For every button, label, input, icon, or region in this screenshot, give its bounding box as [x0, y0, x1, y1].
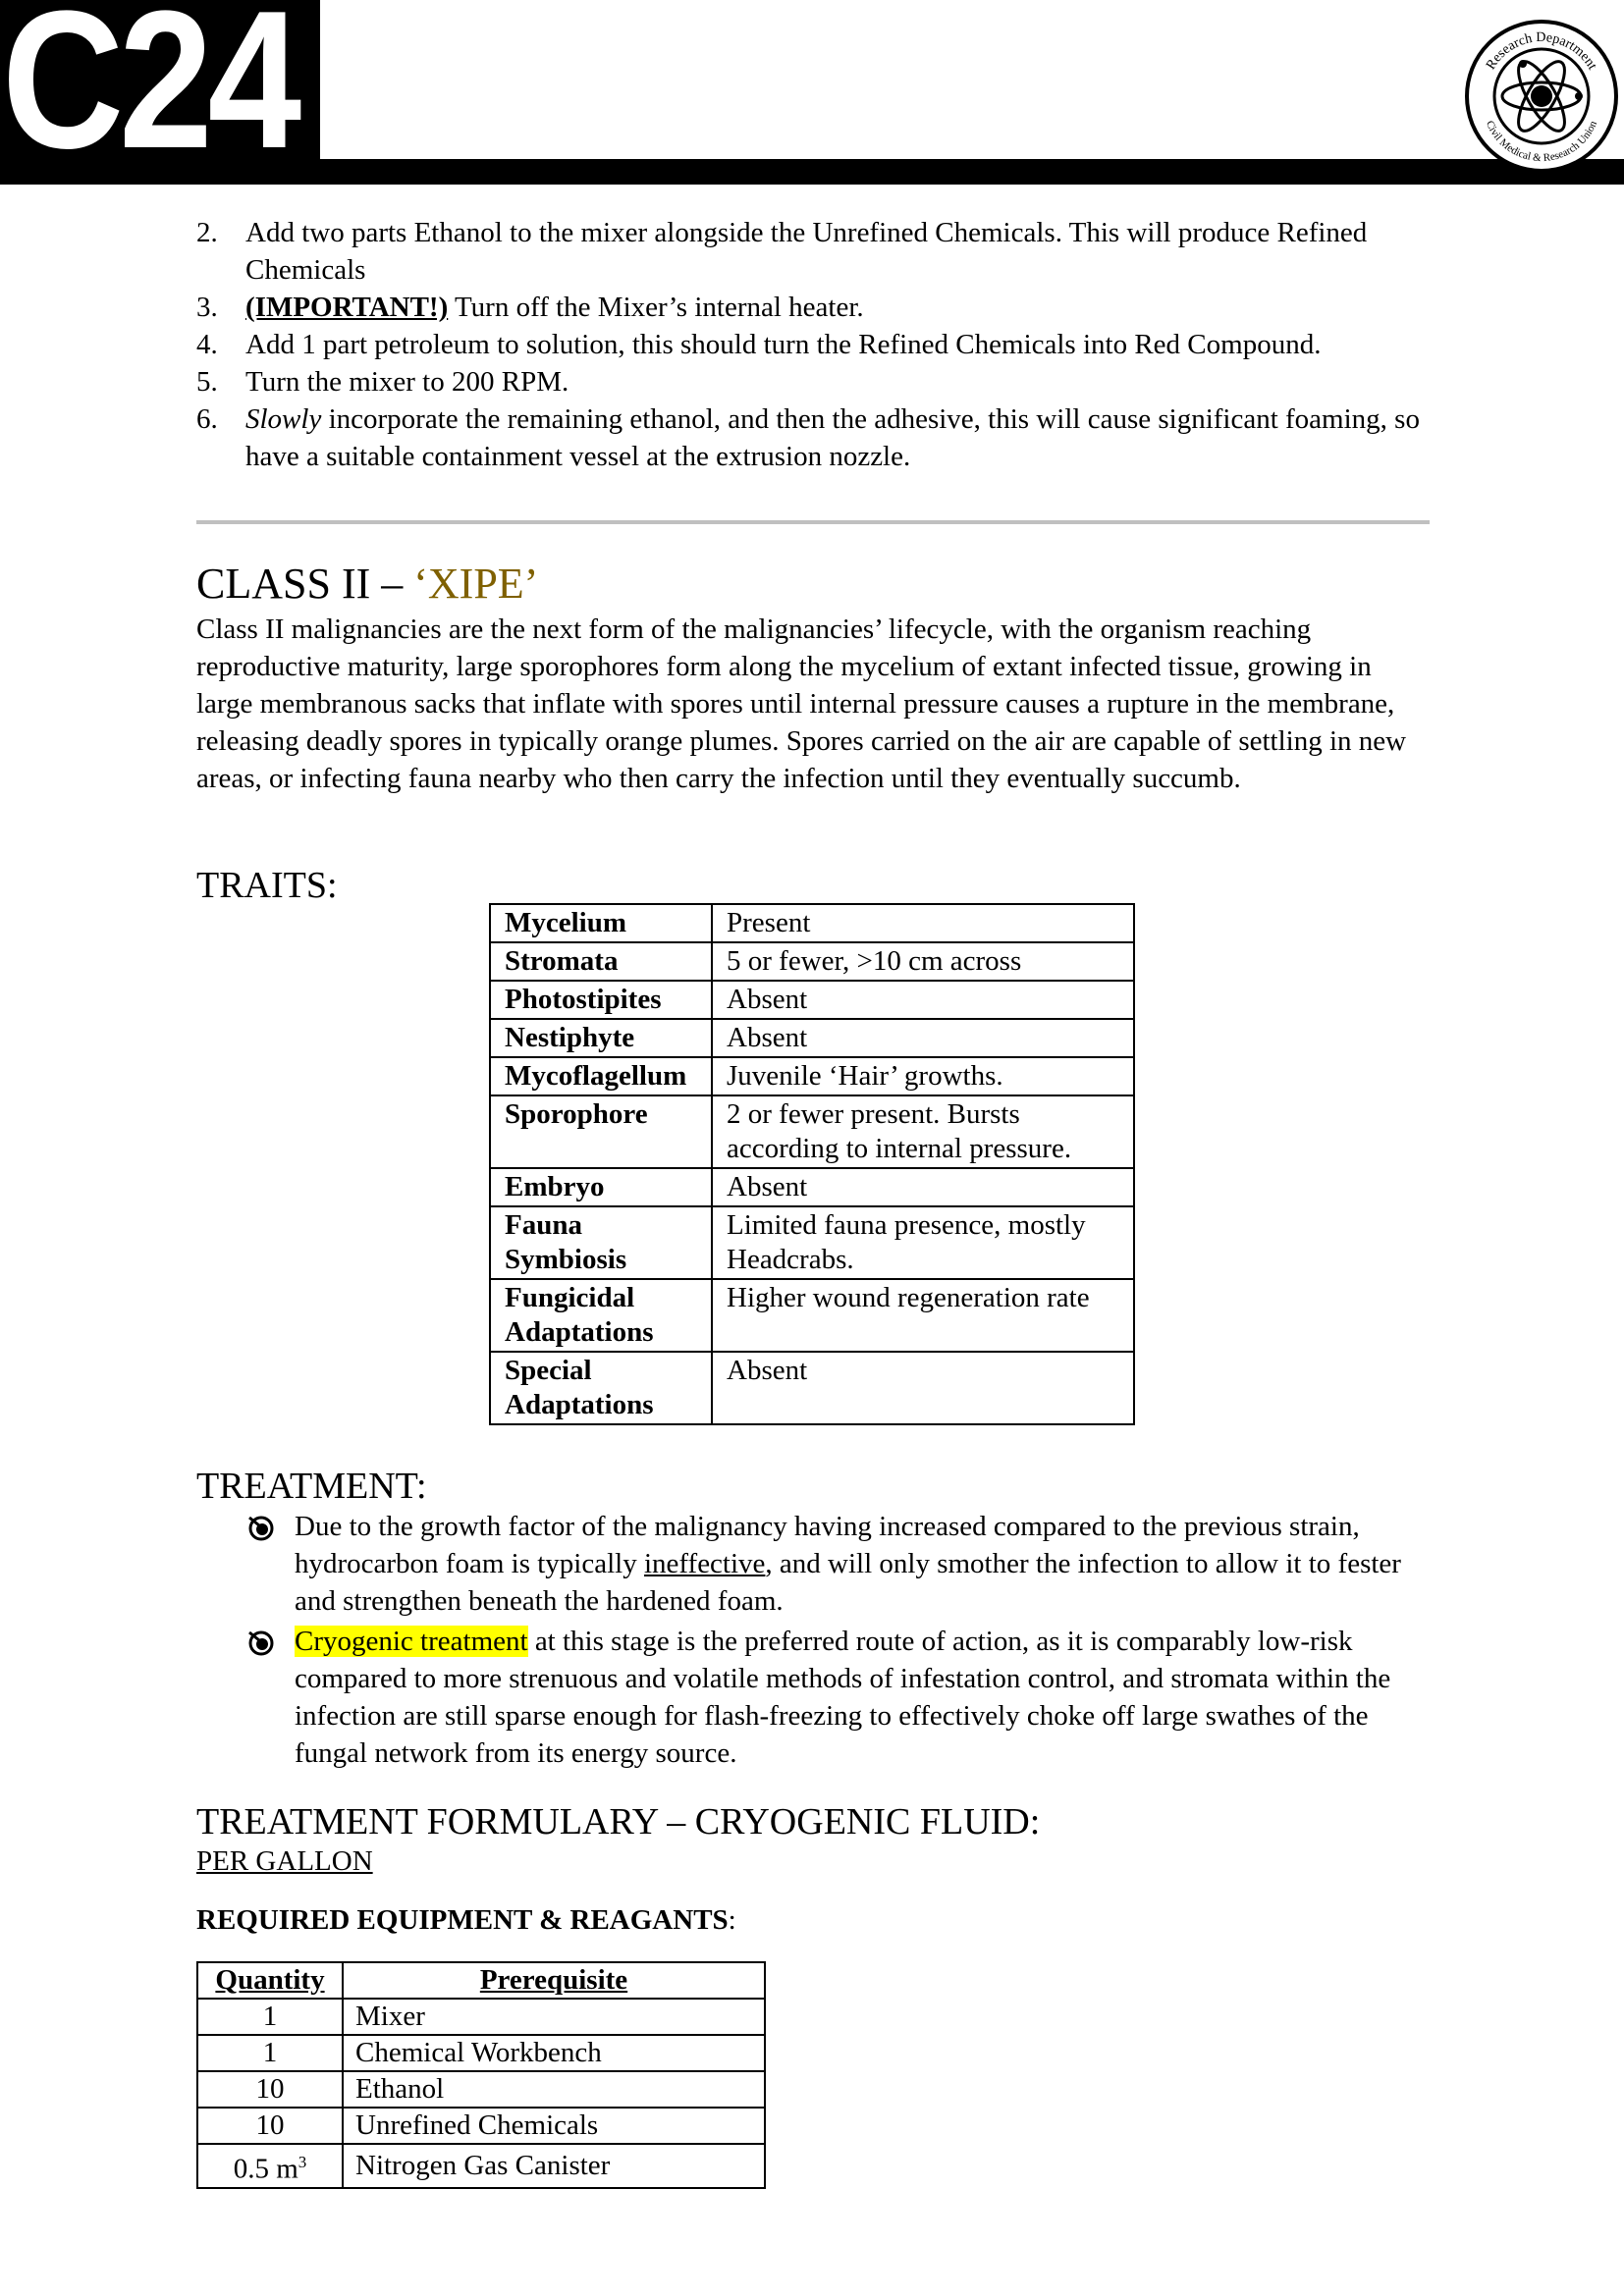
text-run: ineffective — [643, 1548, 766, 1579]
text-run: , and will only smother the infection to allow it to fester and strengthen beneath the hardened foam. — [295, 1548, 1401, 1617]
quantity-cell — [197, 2108, 343, 2144]
list-item — [196, 363, 1430, 400]
quantity-value: 0.5 m — [233, 2153, 298, 2185]
quantity-value: 1 — [262, 2037, 278, 2068]
list-item-number: 5. — [196, 366, 218, 398]
text-run: at this stage is the preferred route of action, as it is comparably low-risk compared to more strenuous and volatile methods of infestation control, and stromata within the infection are still sparse enough for flash-freezing to effectively choke off large swathes of the fungal network from its energy source. — [295, 1626, 1391, 1769]
trait-name: Nestiphyte — [490, 1019, 712, 1057]
trait-value: Higher wound regeneration rate — [712, 1279, 1134, 1352]
col-quantity: Quantity — [197, 1962, 343, 1999]
traits-table — [489, 903, 1135, 1425]
trait-value: Absent — [712, 1168, 1134, 1206]
treatment-heading: TREATMENT: — [196, 1466, 427, 1507]
prerequisite-cell: Ethanol — [343, 2071, 765, 2108]
list-item-number: 3. — [196, 292, 218, 323]
quantity-unit-exponent: 3 — [298, 2153, 307, 2171]
list-item — [196, 214, 1430, 289]
traits-heading: TRAITS: — [196, 865, 338, 906]
prerequisite-cell: Mixer — [343, 1999, 765, 2035]
trait-value: Juvenile ‘Hair’ growths. — [712, 1057, 1134, 1095]
text-run: incorporate the remaining ethanol, and then the adhesive, this will cause significant foaming, so have a suitable containment vessel at the extrusion nozzle. — [245, 403, 1420, 472]
trait-name: Fungicidal Adaptations — [490, 1279, 712, 1352]
table-row — [490, 904, 1134, 942]
research-department-seal-icon — [1463, 18, 1620, 175]
quantity-value: 10 — [255, 2109, 285, 2141]
trait-value: Absent — [712, 981, 1134, 1019]
table-row — [490, 1279, 1134, 1352]
text-run: Slowly — [245, 403, 322, 435]
table-row — [197, 2035, 765, 2071]
table-row — [490, 1095, 1134, 1168]
quantity-cell — [197, 2035, 343, 2071]
class-title — [196, 558, 538, 611]
formulary-heading: TREATMENT FORMULARY – CRYOGENIC FLUID: — [196, 1801, 1041, 1842]
col-prerequisite: Prerequisite — [343, 1962, 765, 1999]
list-item-number: 2. — [196, 217, 218, 248]
list-item — [196, 289, 1430, 326]
bullet-icon — [247, 1514, 275, 1541]
text-run: Add 1 part petroleum to solution, this should turn the Refined Chemicals into Red Compound. — [245, 329, 1322, 360]
seal-text-bottom: Civil Medical & Research Union — [1483, 119, 1600, 165]
quantity-cell — [197, 1999, 343, 2035]
list-item — [196, 1623, 1430, 1772]
required-label-text: REQUIRED EQUIPMENT & REAGANTS — [196, 1904, 729, 1936]
logo — [0, 0, 320, 185]
list-item — [196, 326, 1430, 363]
text-run: (IMPORTANT!) — [245, 292, 449, 323]
text-run: Add two parts Ethanol to the mixer alongside the Unrefined Chemicals. This will produce Refined Chemicals — [245, 217, 1368, 286]
trait-name: Sporophore — [490, 1095, 712, 1168]
section-divider — [196, 520, 1430, 524]
trait-name: Fauna Symbiosis — [490, 1206, 712, 1279]
list-item — [196, 1508, 1430, 1620]
trait-value: 2 or fewer present. Bursts according to internal pressure. — [712, 1095, 1134, 1168]
prerequisite-cell: Nitrogen Gas Canister — [343, 2144, 765, 2188]
prerequisite-cell: Chemical Workbench — [343, 2035, 765, 2071]
table-row — [197, 1999, 765, 2035]
quantity-value: 10 — [255, 2073, 285, 2105]
logo-text: C24 — [2, 0, 298, 185]
prerequisite-cell: Unrefined Chemicals — [343, 2108, 765, 2144]
trait-value: 5 or fewer, >10 cm across — [712, 942, 1134, 981]
quantity-cell — [197, 2071, 343, 2108]
seal-text-top: Research Department — [1484, 29, 1600, 73]
bullet-icon — [247, 1629, 275, 1656]
table-row — [490, 942, 1134, 981]
table-row — [197, 2144, 765, 2188]
trait-name: Mycelium — [490, 904, 712, 942]
trait-value: Limited fauna presence, mostly Headcrabs. — [712, 1206, 1134, 1279]
list-item-number: 4. — [196, 329, 218, 360]
trait-name: Embryo — [490, 1168, 712, 1206]
treatment-bullets — [196, 1508, 1430, 1775]
class-description: Class II malignancies are the next form of the malignancies’ lifecycle, with the organism reaching reproductive maturity, large sporophores form along the mycelium of extant infected tissue, growing in large membranous sacks that inflate with spores until internal pressure causes a rupture in the membrane, releasing deadly spores in typically orange plumes. Spores carried on the air are capable of settling in new areas, or infecting fauna nearby who then carry the infection until they eventually succumb. — [196, 614, 1407, 794]
table-row — [490, 1206, 1134, 1279]
required-label — [196, 1902, 736, 1938]
table-row — [490, 1019, 1134, 1057]
table-row — [197, 2108, 765, 2144]
quantity-cell — [197, 2144, 343, 2188]
table-row — [490, 981, 1134, 1019]
list-item-number: 6. — [196, 403, 218, 435]
trait-name: Photostipites — [490, 981, 712, 1019]
table-row — [490, 1352, 1134, 1424]
trait-value: Absent — [712, 1352, 1134, 1424]
text-run: Turn the mixer to 200 RPM. — [245, 366, 569, 398]
per-gallon-label: PER GALLON — [196, 1845, 373, 1877]
class-title-accent: ‘XIPE’ — [413, 560, 539, 608]
trait-value: Present — [712, 904, 1134, 942]
text-run: Due to the growth factor of the malignancy having increased compared to the previous strain, hydrocarbon foam is typically — [295, 1511, 1360, 1579]
text-run: Turn off the Mixer’s internal heater. — [448, 292, 864, 323]
trait-name: Stromata — [490, 942, 712, 981]
equipment-table — [196, 1961, 766, 2189]
steps-list — [196, 214, 1430, 475]
table-row — [197, 2071, 765, 2108]
trait-value: Absent — [712, 1019, 1134, 1057]
table-row — [490, 1057, 1134, 1095]
quantity-value: 1 — [262, 2001, 278, 2032]
trait-name: Special Adaptations — [490, 1352, 712, 1424]
text-run: Cryogenic treatment — [295, 1626, 528, 1657]
required-label-colon: : — [728, 1904, 736, 1936]
class-title-prefix: CLASS II – — [196, 560, 414, 608]
list-item — [196, 400, 1430, 475]
trait-name: Mycoflagellum — [490, 1057, 712, 1095]
table-row — [490, 1168, 1134, 1206]
